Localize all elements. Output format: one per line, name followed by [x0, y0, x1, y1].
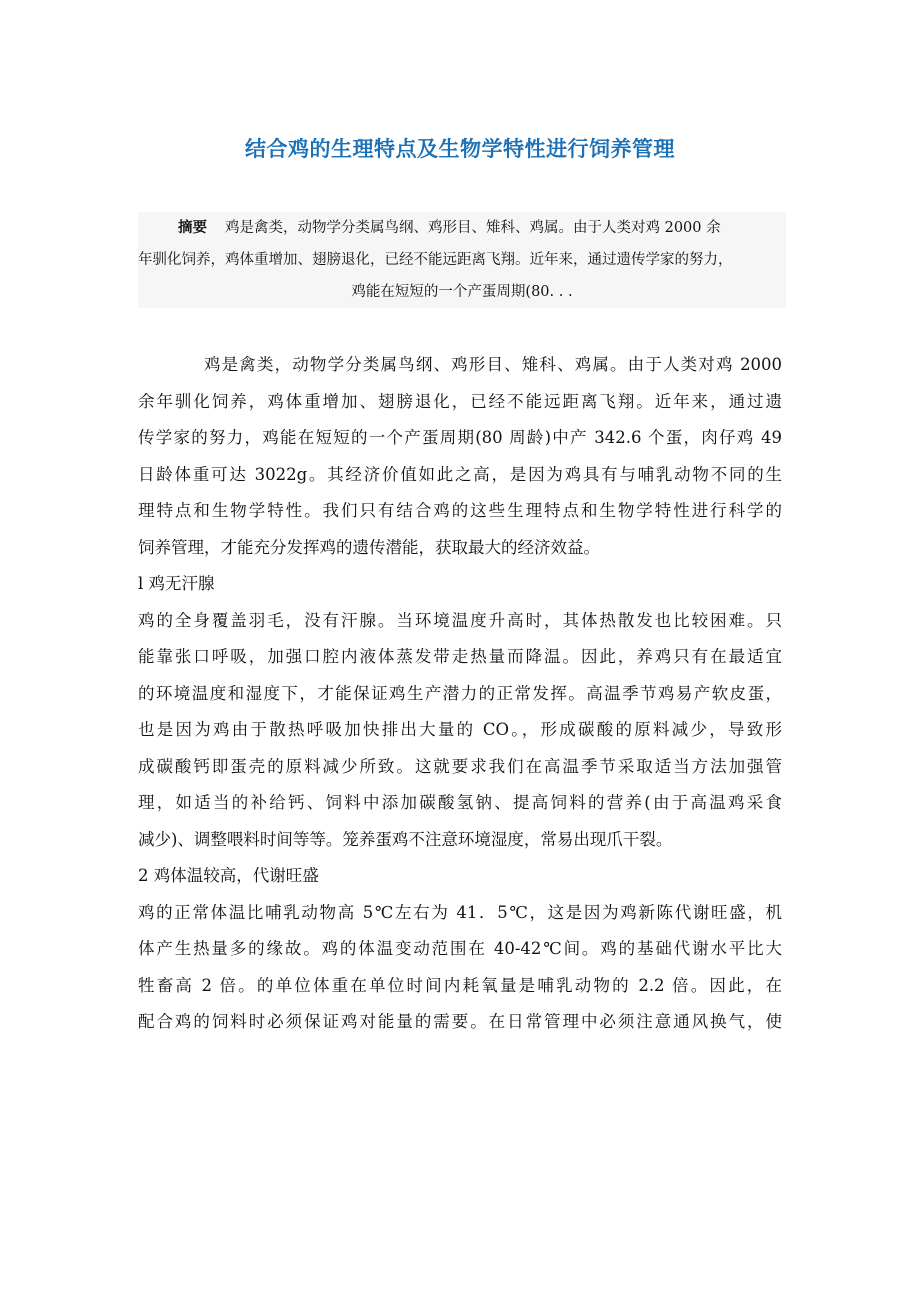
paragraph-line: 余年驯化饲养，鸡体重增加、翅膀退化，已经不能远距离飞翔。近年来，通过遗 — [138, 391, 782, 411]
paragraph-line: 传学家的努力，鸡能在短短的一个产蛋周期(80 周龄)中产 342.6 个蛋，肉仔鸡 49 — [138, 428, 782, 447]
paragraph-line: 牲畜高 2 倍。的单位体重在单位时间内耗氧量是哺乳动物的 2.2 倍。因此，在 — [138, 975, 782, 995]
paragraph-line: 饲养管理，才能充分发挥鸡的遗传潜能，获取最大的经济效益。 — [138, 537, 600, 557]
paragraph-line: 理，如适当的补给钙、饲料中添加碳酸氢钠、提高饲料的营养(由于高温鸡采食 — [138, 793, 782, 812]
paragraph-line: 鸡的全身覆盖羽毛，没有汗腺。当环境温度升高时，其体热散发也比较困难。只 — [138, 610, 782, 630]
body-text — [138, 347, 782, 1041]
paragraph-line: 能靠张口呼吸，加强口腔内液体蒸发带走热量而降温。因此，养鸡只有在最适宜 — [138, 647, 782, 666]
paragraph-line: 配合鸡的饲料时必须保证鸡对能量的需要。在日常管理中必须注意通风换气，使 — [138, 1012, 782, 1031]
abstract-text: 鸡是禽类，动物学分类属鸟纲、鸡形目、雉科、鸡属。由于人类对鸡 2000 余 — [225, 220, 721, 236]
section-heading: 2 鸡体温较高，代谢旺盛 — [138, 866, 319, 885]
paragraph-line: 减少)、调整喂料时间等等。笼养蛋鸡不注意环境湿度，常易出现爪干裂。 — [138, 829, 673, 849]
paragraph-line: 成碳酸钙即蛋壳的原料减少所致。这就要求我们在高温季节采取适当方法加强管 — [138, 756, 782, 776]
abstract-line-3: 鸡能在短短的一个产蛋周期(80. . . — [351, 284, 573, 300]
paragraph-line: 日龄体重可达 3022g。其经济价值如此之高，是因为鸡具有与哺乳动物不同的生 — [138, 464, 782, 484]
paragraph-line: 理特点和生物学特性。我们只有结合鸡的这些生理特点和生物学特性进行科学的 — [138, 501, 782, 520]
paragraph-line: 鸡是禽类，动物学分类属鸟纲、鸡形目、雉科、鸡属。由于人类对鸡 2000 — [204, 355, 782, 374]
document-title: 结合鸡的生理特点及生物学特性进行饲养管理 — [245, 137, 675, 161]
paragraph-line: 的环境温度和湿度下，才能保证鸡生产潜力的正常发挥。高温季节鸡易产软皮蛋， — [138, 683, 782, 703]
abstract-line-1 — [138, 212, 786, 244]
section-heading: l 鸡无汗腺 — [138, 574, 215, 593]
abstract-label: 摘要 — [178, 219, 207, 236]
paragraph-line: 体产生热量多的缘故。鸡的体温变动范围在 40-42℃间。鸡的基础代谢水平比大 — [138, 939, 782, 958]
paragraph-line: 也是因为鸡由于散热呼吸加快排出大量的 CO。，形成碳酸的原料减少，导致形 — [138, 720, 782, 739]
abstract-line-2: 年驯化饲养，鸡体重增加、翅膀退化，已经不能远距离飞翔。近年来，通过遗传学家的努力， — [138, 252, 733, 268]
abstract-block — [138, 212, 786, 308]
paragraph-line: 鸡的正常体温比哺乳动物高 5℃左右为 41．5℃，这是因为鸡新陈代谢旺盛，机 — [138, 902, 782, 922]
